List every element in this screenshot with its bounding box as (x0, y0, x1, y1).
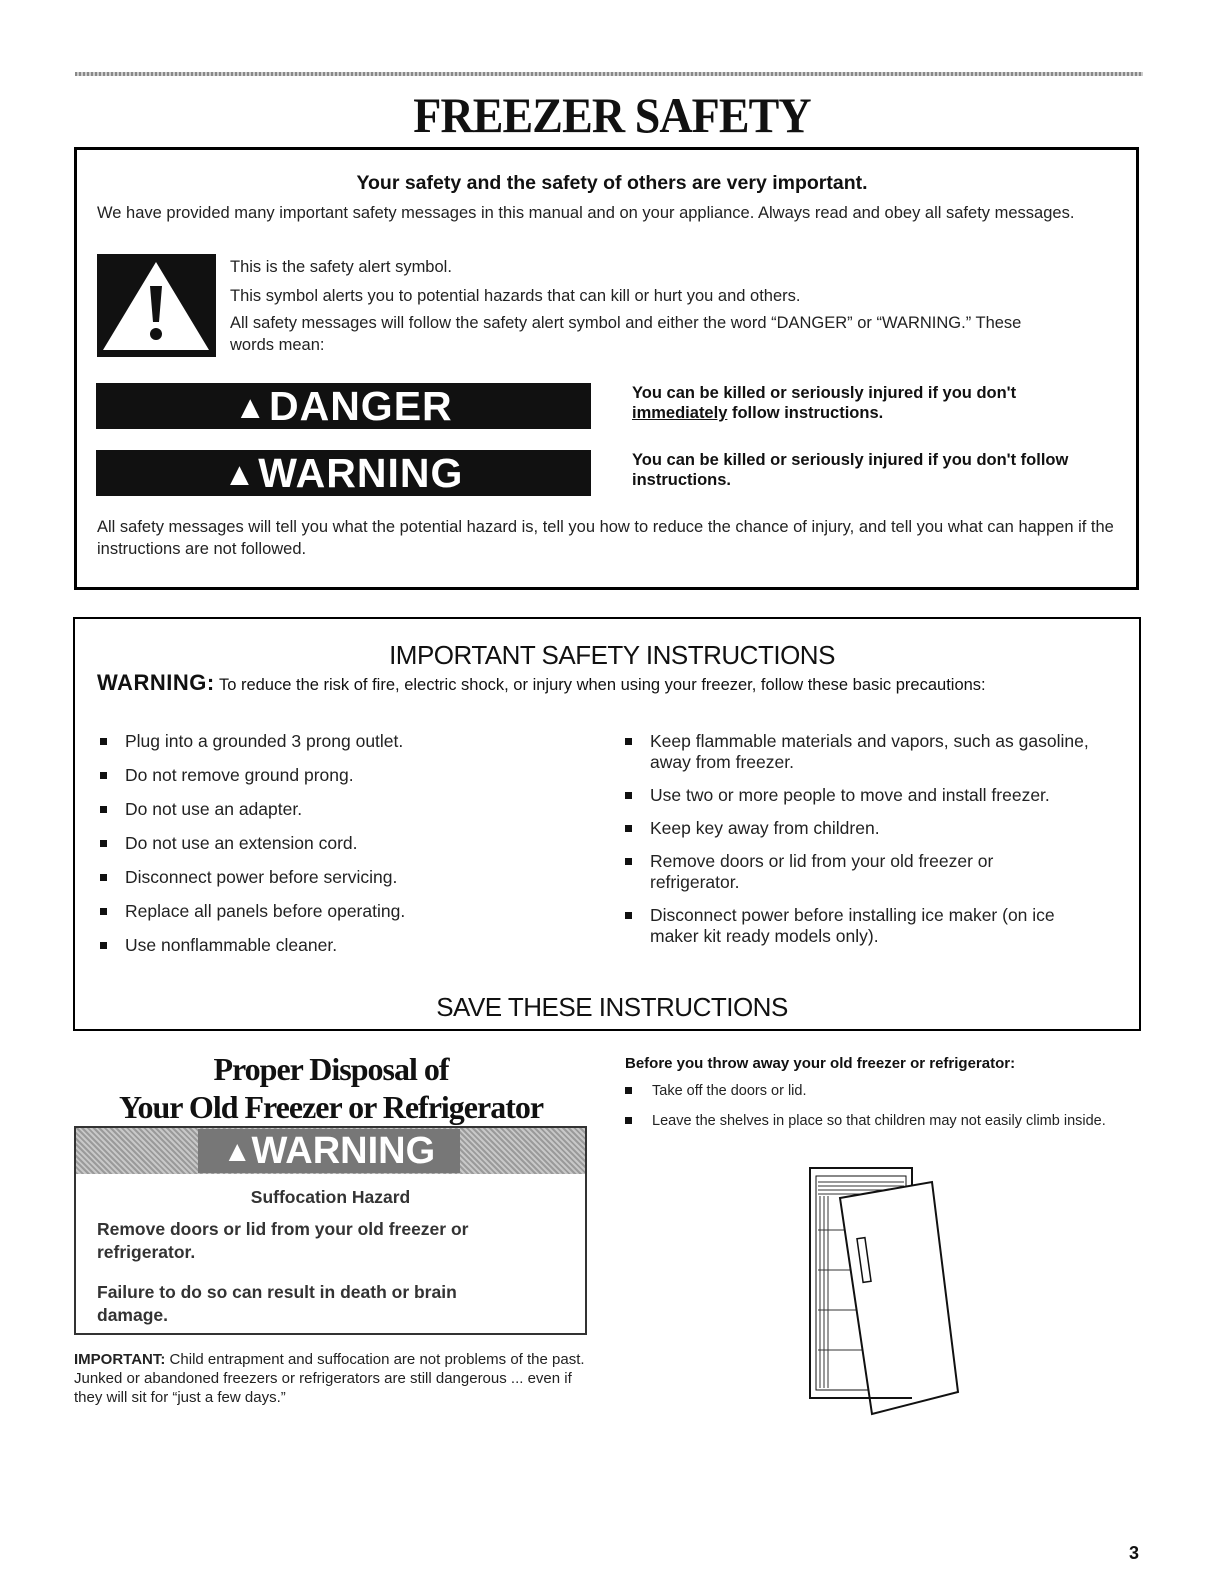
danger-text-underlined: immediately (632, 404, 728, 422)
list-item: Keep flammable materials and vapors, such as gasoline, away from freezer. (622, 731, 1092, 773)
list-item: Do not use an adapter. (97, 799, 597, 820)
page-number: 3 (1129, 1543, 1140, 1563)
warning-signal-word (96, 450, 591, 496)
disposal-warning-label: WARNING (251, 1130, 436, 1172)
left-precautions-list (97, 731, 597, 956)
danger-text-1: You can be killed or seriously injured if you don't (632, 384, 1017, 402)
list-item: Replace all panels before operating. (97, 901, 597, 922)
list-item: Take off the doors or lid. (622, 1082, 1122, 1100)
list-item: Leave the shelves in place so that children may not easily climb inside. (622, 1112, 1122, 1130)
alert-triangle-icon: ▲ (234, 389, 267, 425)
important-text: Child entrapment and suffocation are not problems of the past. Junked or abandoned freezers or refrigerators are still dangerous ... even if they will sit for “just a few days.” (74, 1351, 585, 1406)
before-list (622, 1082, 1122, 1130)
list-item: Remove doors or lid from your old freezer or refrigerator. (622, 851, 1050, 893)
important-note (74, 1350, 589, 1407)
list-item: Disconnect power before servicing. (97, 867, 597, 888)
list-item: Keep key away from children. (622, 818, 1092, 839)
alert-triangle-icon: ▲ (223, 456, 257, 492)
freezer-door-illustration (800, 1160, 970, 1420)
hazard-line-1: Remove doors or lid from your old freezer or refrigerator. (97, 1219, 469, 1262)
danger-signal-word (96, 383, 591, 429)
safety-alert-symbol-image (97, 254, 216, 357)
list-item: Plug into a grounded 3 prong outlet. (97, 731, 597, 752)
symbol-line-1: This is the safety alert symbol. (230, 258, 452, 276)
danger-text-2: follow instructions. (727, 404, 884, 422)
page-title: FREEZER SAFETY (413, 87, 811, 143)
list-item: Use nonflammable cleaner. (97, 935, 597, 956)
alert-triangle-icon: ▲ (222, 1136, 252, 1168)
suffocation-warning-signal (198, 1129, 460, 1173)
instructions-warning (97, 670, 1107, 695)
warning-description: You can be killed or seriously injured if you don't follow instructions. (632, 451, 1069, 489)
before-heading: Before you throw away your old freezer or refrigerator: (625, 1055, 1016, 1072)
hazard-line-2: Failure to do so can result in death or brain damage. (97, 1282, 457, 1325)
list-item: Disconnect power before installing ice maker (on ice maker kit ready models only). (622, 905, 1092, 947)
warning-word: WARNING: (97, 670, 215, 695)
safety-closing: All safety messages will tell you what the potential hazard is, tell you how to reduce the chance of injury, and tell you what can happen if the instructions are not followed. (97, 518, 1114, 558)
warning-precautions: To reduce the risk of fire, electric shock, or injury when using your freezer, follow these basic precautions: (214, 676, 986, 694)
disposal-heading-line-1: Proper Disposal of (213, 1051, 449, 1087)
danger-description (632, 383, 1112, 423)
warning-label: WARNING (258, 450, 464, 496)
danger-label: DANGER (268, 383, 453, 429)
upright-freezer-illustration (800, 1160, 970, 1420)
list-item: Do not remove ground prong. (97, 765, 597, 786)
disposal-heading (76, 1050, 586, 1126)
symbol-line-3: All safety messages will follow the safety alert symbol and either the word “DANGER” or “WARNING.” These words mean: (230, 314, 1022, 354)
important-label: IMPORTANT: (74, 1351, 166, 1368)
symbol-line-2: This symbol alerts you to potential hazards that can kill or hurt you and others. (230, 287, 801, 305)
instructions-heading: IMPORTANT SAFETY INSTRUCTIONS (389, 640, 835, 670)
alert-triangle-icon (97, 254, 216, 357)
save-instructions: SAVE THESE INSTRUCTIONS (436, 992, 788, 1022)
list-item: Use two or more people to move and install freezer. (622, 785, 1092, 806)
top-rule (75, 72, 1143, 76)
list-item: Do not use an extension cord. (97, 833, 597, 854)
safety-intro: We have provided many important safety messages in this manual and on your appliance. Always read and obey all safety messages. (97, 204, 1075, 222)
right-precautions-list (622, 731, 1092, 947)
safety-heading: Your safety and the safety of others are very important. (356, 172, 868, 194)
hazard-title: Suffocation Hazard (250, 1187, 411, 1207)
disposal-heading-line-2: Your Old Freezer or Refrigerator (118, 1089, 544, 1125)
